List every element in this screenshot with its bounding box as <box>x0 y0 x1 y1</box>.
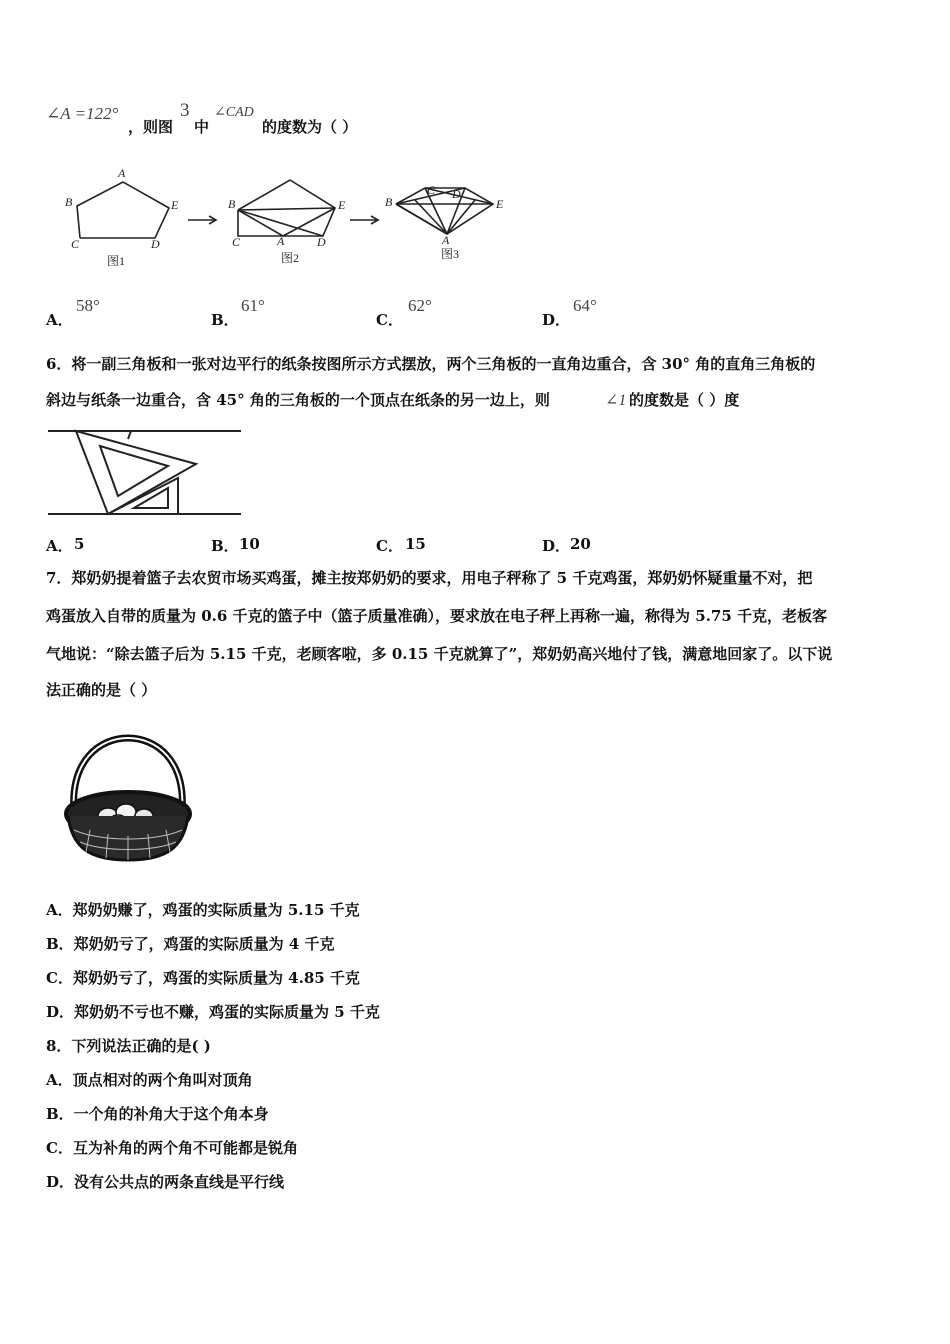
q8-option-d: D．没有公共点的两条直线是平行线 <box>46 1173 285 1191</box>
q5-option-d-value: 64° <box>573 296 597 315</box>
q5-option-c-value: 62° <box>408 296 432 315</box>
q5-option-d-letter: D． <box>542 311 571 329</box>
q7-line1: 7．郑奶奶提着篮子去农贸市场买鸡蛋，摊主按郑奶奶的要求，用电子秤称了 5 千克鸡蛋，郑奶奶怀疑重量不对，把 <box>46 569 813 587</box>
fig1-pentagon <box>77 182 169 238</box>
q5-option-b-value: 61° <box>241 296 265 315</box>
fig3-label-c: C <box>427 183 436 197</box>
q5-mid: 中 <box>194 118 210 136</box>
q6-option-a-letter: A． <box>46 537 73 555</box>
q6-option-a-value: 5 <box>74 535 85 553</box>
q7-line3: 气地说：“除去篮子后为 5.15 千克，老顾客啦，多 0.15 千克就算了”，郑奶奶高兴地付了钱，满意地回家了。以下说 <box>46 645 833 663</box>
q6-option-b-value: 10 <box>239 535 260 553</box>
q7-line2: 鸡蛋放入自带的质量为 0.6 千克的篮子中（篮子质量准确），要求放在电子秤上再称一遍，称得为 5.75 千克，老板客 <box>46 607 828 625</box>
fig2-label-d: D <box>317 235 326 249</box>
q6-option-c-value: 15 <box>405 535 426 553</box>
fig2-caption: 图2 <box>281 251 300 265</box>
fig1-label-b: B <box>65 195 73 209</box>
q5-figure <box>55 158 515 273</box>
q6-angle: ∠1 <box>605 392 627 409</box>
fig3-label-e: E <box>496 197 504 211</box>
fig1-label-c: C <box>71 237 80 251</box>
q5-then-fig: ，则图 <box>128 118 174 136</box>
q7-line4: 法正确的是（ ） <box>46 681 157 699</box>
fig1-caption: 图1 <box>107 254 126 268</box>
q5-options <box>46 294 646 330</box>
fig2-label-b: B <box>228 197 236 211</box>
q7-option-a: A．郑奶奶赚了，鸡蛋的实际质量为 5.15 千克 <box>46 901 360 919</box>
q8-option-c: C．互为补角的两个角不可能都是锐角 <box>46 1139 298 1157</box>
q5-option-a-value: 58° <box>76 296 100 315</box>
q5-angle-name: ∠CAD <box>214 105 254 120</box>
q8-option-b: B．一个角的补角大于这个角本身 <box>46 1105 269 1123</box>
fig3-caption: 图3 <box>441 247 460 261</box>
q5-angle-expr: ∠A =122° <box>46 104 119 123</box>
fig1-label-e: E <box>171 198 179 212</box>
q5-tail: 的度数为（ ） <box>262 118 358 136</box>
q6-option-c-letter: C． <box>376 537 403 555</box>
q5-option-c-letter: C． <box>376 311 403 329</box>
q6-line2-a: 斜边与纸条一边重合，含 45° 角的三角板的一个顶点在纸条的另一边上，则 <box>46 391 550 409</box>
q6-line1: 6．将一副三角板和一张对边平行的纸条按图所示方式摆放，两个三角板的一直角边重合，含 30° 角的直角三角板的 <box>46 355 816 373</box>
q6-figure <box>46 424 246 520</box>
q6-option-d-value: 20 <box>570 535 591 553</box>
fig2-label-e: E <box>338 198 346 212</box>
q6-option-b-letter: B． <box>211 537 239 555</box>
q6-options <box>46 535 646 557</box>
q7-option-d: D．郑奶奶不亏也不赚，鸡蛋的实际质量为 5 千克 <box>46 1003 380 1021</box>
q5-fig-num: 3 <box>180 100 190 121</box>
fig3-label-d: D <box>452 187 461 201</box>
fig3-label-b: B <box>385 195 393 209</box>
q8-stem: 8．下列说法正确的是( ) <box>46 1037 211 1055</box>
fig2-label-c: C <box>232 235 241 249</box>
q6-line2-b: 的度数是（ ）度 <box>629 391 740 409</box>
q8-option-a: A．顶点相对的两个角叫对顶角 <box>46 1071 253 1089</box>
q5-option-b-letter: B． <box>211 311 239 329</box>
fig2-label-a: A <box>277 234 285 248</box>
q7-option-c: C．郑奶奶亏了，鸡蛋的实际质量为 4.85 千克 <box>46 969 360 987</box>
q5-option-a-letter: A． <box>46 311 73 329</box>
fig1-label-d: D <box>151 237 160 251</box>
fig3-label-a: A <box>442 233 450 247</box>
q7-option-b: B．郑奶奶亏了，鸡蛋的实际质量为 4 千克 <box>46 935 335 953</box>
q6-option-d-letter: D． <box>542 537 571 555</box>
egg-basket-illustration <box>60 730 196 866</box>
q6-line2 <box>46 382 906 418</box>
fig1-label-a: A <box>118 166 126 180</box>
